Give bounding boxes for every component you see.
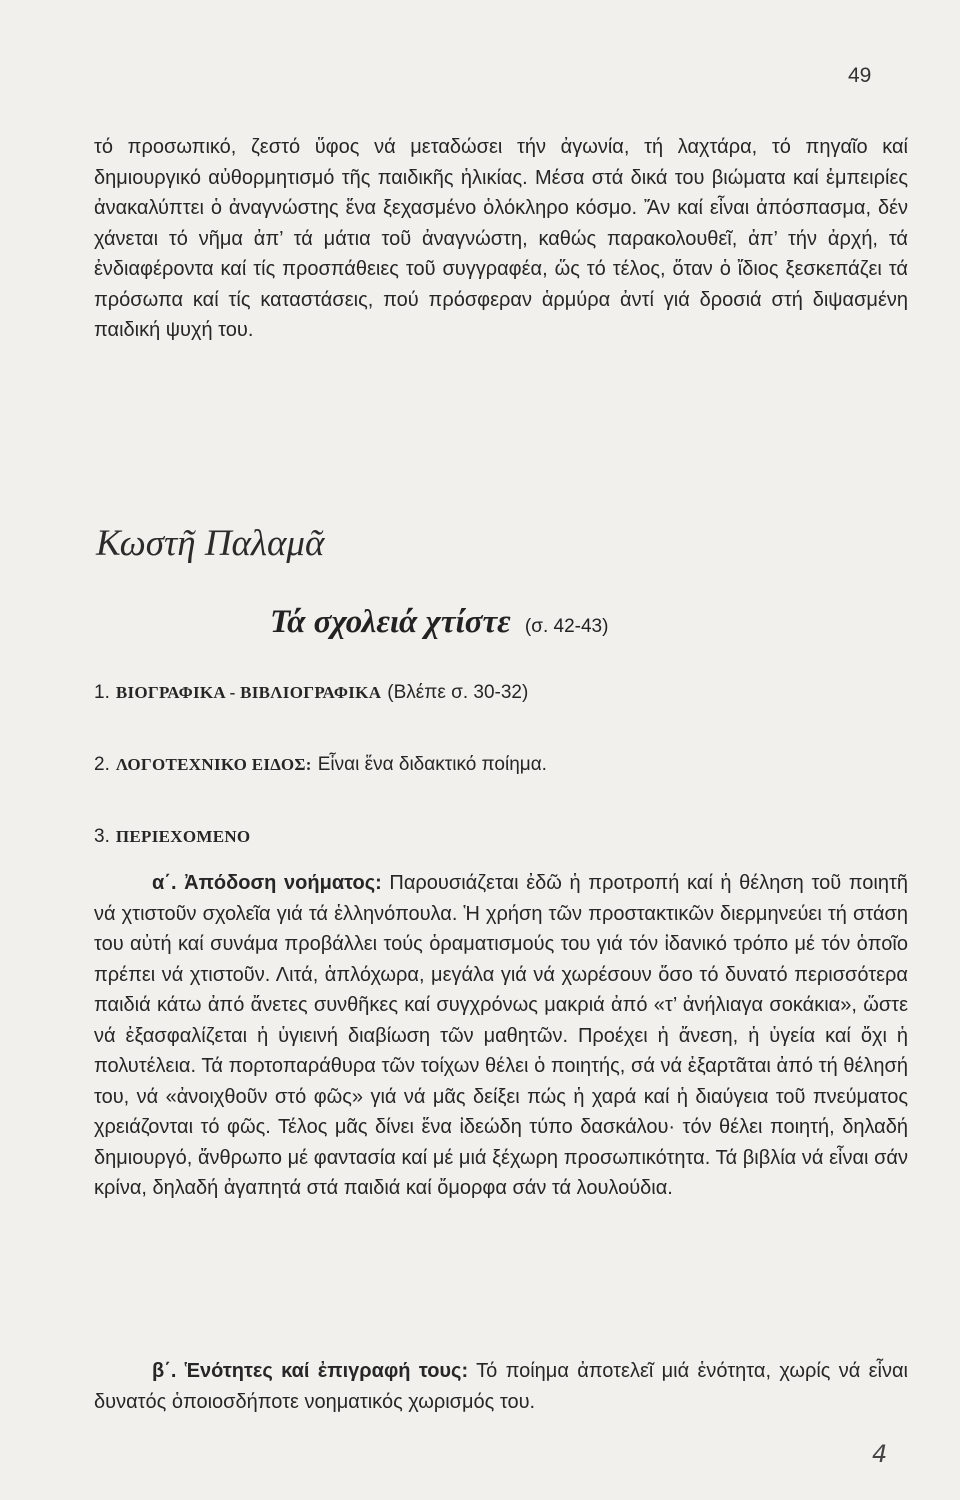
analysis-units-label: β΄. Ἑνότητες καί ἐπιγραφή τους: — [152, 1360, 469, 1382]
section-number: 1. — [94, 682, 110, 703]
analysis-meaning-label: α΄. Ἀπόδοση νοήματος: — [152, 872, 382, 894]
author-heading: Κωστῆ Παλαμᾶ — [96, 523, 325, 564]
page-number: 49 — [848, 64, 872, 87]
poem-page-reference: (σ. 42-43) — [524, 616, 609, 637]
analysis-meaning-paragraph — [94, 868, 908, 1204]
section-text: Εἶναι ἕνα διδακτικό ποίημα. — [317, 754, 547, 775]
poem-title — [270, 604, 608, 641]
analysis-meaning-text: Παρουσιάζεται ἐδῶ ἡ προτροπή καί ἡ θέληση τοῦ ποιητῆ νά χτιστοῦν σχολεῖα γιά τά ἑλληνόπουλα. Ἡ χρήση τῶν προστακτικῶν διερμηνεύει τή στάση του αὐτή καί συνάμα προβάλλει τούς ὁραματισμούς του γιά τόν ἰδανικό τρόπο μέ τόν ὁποῖο πρέπει νά χτιστοῦν. Λιτά, ἁπλόχωρα, μεγάλα γιά νά χωρέσουν ὅσο τό δυνατό περισσότερα παιδιά κάτω ἀπό ἄνετες συνθῆκες καί συγχρόνως μακριά ἀπό «τ’ ἀνήλιαγα σοκάκια», ὥστε νά ἐξασφαλίζεται ἡ ὑγιεινή διαβίωση τῶν μαθητῶν. Προέχει ἡ ἄνεση, ἡ ὑγεία καί ὄχι ἡ πολυτέλεια. Τά πορτοπαράθυρα τῶν τοίχων θέλει ὁ ποιητής, σά νά ἐξαρτᾶται ἀπό τή θέλησή του, νά «ἀνοιχθοῦν στό φῶς» γιά νά μᾶς δείξει πώς ἡ χαρά καί ἡ διαύγεια τοῦ πνεύματος χρειάζονται τό φῶς. Τέλος μᾶς δίνει ἕνα ἰδεώδη τύπο δασκάλου· τόν θέλει ποιητή, δηλαδή δημιουργό, ἄνθρωπο μέ φαντασία καί μέ μιά ξέχωρη προσωπικότητα. Τά βιβλία νά εἶναι σάν κρίνα, δηλαδή ἀγαπητά στά παιδιά καί ὄμορφα σάν τά λουλούδια. — [94, 872, 909, 1199]
section-content — [94, 826, 250, 848]
intro-paragraph: τό προσωπικό, ζεστό ὕφος νά μεταδώσει τήν ἀγωνία, τή λαχτάρα, τό πηγαῖο καί δημιουργικό αὐθορμητισμό τῆς παιδικῆς ἡλικίας. Μέσα στά δικά του βιώματα καί ἐμπειρίες ἀνακαλύπτει ὁ ἀναγνώστης ἕνα ξεχασμένο ὁλόκληρο κόσμο. Ἄν καί εἶναι ἀπόσπασμα, δέν χάνεται τό νῆμα ἀπ’ τά μάτια τοῦ ἀναγνώστη, καθώς παρακολουθεῖ, ἀπ’ τήν ἀρχή, τά ἐνδιαφέροντα καί τίς προσπάθειες τοῦ συγγραφέα, ὥς τό τέλος, ὅταν ὁ ἴδιος ξεσκεπάζει τά πρόσωπα καί τίς καταστάσεις, πού πρόσφεραν ἁρμύρα ἀντί γιά δροσιά στή διψασμένη παιδική ψυχή του. — [94, 136, 908, 341]
section-number: 3. — [94, 826, 110, 847]
section-heading: ΠΕΡΙΕΧΟΜΕΝΟ — [115, 827, 251, 846]
section-heading: ΒΙΟΓΡΑΦΙΚΑ - ΒΙΒΛΙΟΓΡΑΦΙΚΑ — [115, 683, 382, 702]
section-number: 2. — [94, 754, 110, 775]
handwritten-margin-mark: 4 — [872, 1440, 888, 1468]
section-text: (Βλέπε σ. 30-32) — [387, 682, 529, 703]
section-heading: ΛΟΓΟΤΕΧΝΙΚΟ ΕΙΔΟΣ: — [115, 755, 312, 774]
section-genre — [94, 754, 547, 776]
section-biography — [94, 682, 528, 704]
poem-title-text: Τά σχολειά χτίστε — [270, 604, 511, 640]
analysis-units-text: Τό ποίημα ἀποτελεῖ μιά ἑνότητα, χωρίς νά εἶναι δυνατός ὁποιοσδήποτε νοηματικός χωρισμός του. — [94, 1360, 909, 1413]
analysis-units-paragraph — [94, 1356, 908, 1417]
